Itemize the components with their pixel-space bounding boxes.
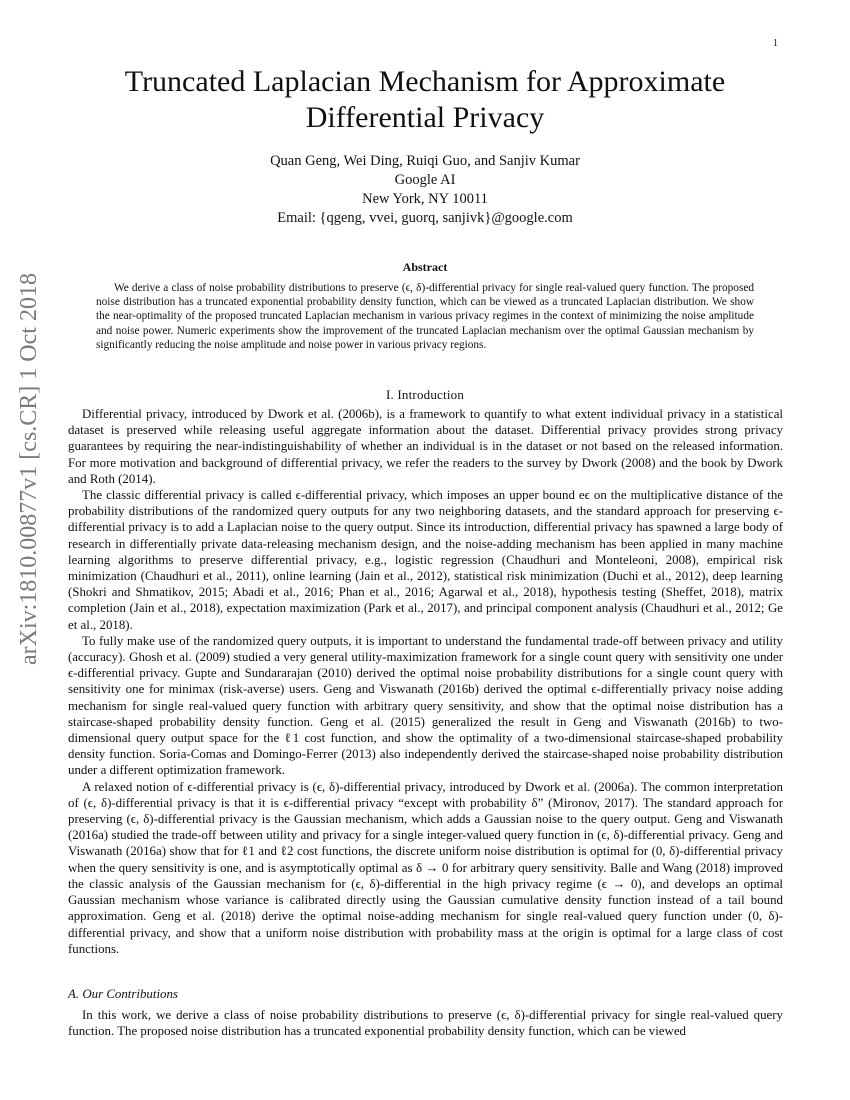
contributions-body: [68, 1007, 783, 1039]
paragraph: Differential privacy, introduced by Dwork et al. (2006b), is a framework to quantify to what extent individual privacy in a statistical dataset is preserved while releasing useful aggregate information about the dataset. Differential privacy provides strong privacy guarantees by requiring the near-indistinguishability of whether an individual is in the dataset or not based on the released information. For more motivation and background of differential privacy, we refer the readers to the survey by Dwork (2008) and the book by Dwork and Roth (2014).: [68, 407, 783, 486]
affiliation: Google AI: [394, 172, 456, 188]
abstract-text: We derive a class of noise probability distributions to preserve (ϵ, δ)-differential privacy for single real-valued query function. The proposed noise distribution has a truncated exponential probability density function, which can be viewed as a truncated Laplacian distribution. We show the near-optimality of the proposed truncated Laplacian mechanism in various privacy regimes in the context of minimizing the noise amplitude and noise power. Numeric experiments show the improvement of the truncated Laplacian mechanism over the optimal Gaussian mechanism by significantly reducing the noise amplitude and noise power in various privacy regions.: [96, 282, 754, 351]
author-block: [60, 152, 790, 228]
title-line-2: Differential Privacy: [305, 101, 545, 134]
abstract-heading: Abstract: [402, 260, 448, 274]
introduction-body: [68, 406, 783, 957]
author-names: Quan Geng, Wei Ding, Ruiqi Guo, and Sanjiv Kumar: [270, 153, 580, 169]
paragraph: In this work, we derive a class of noise probability distributions to preserve (ϵ, δ)-differential privacy for single real-valued query function. The proposed noise distribution has a truncated exponential probability density function, which can be viewed: [68, 1008, 783, 1039]
arxiv-stamp-text: arXiv:1810.00877v1 [cs.CR] 1 Oct 2018: [16, 273, 42, 665]
title-line-1: Truncated Laplacian Mechanism for Approximate: [124, 65, 726, 98]
paper-title: [60, 64, 790, 136]
subsection-heading: A. Our Contributions: [68, 987, 178, 1001]
location: New York, NY 10011: [362, 191, 488, 207]
section-heading: I. Introduction: [385, 387, 465, 402]
paragraph: A relaxed notion of ϵ-differential privacy is (ϵ, δ)-differential privacy, introduced by Dwork et al. (2006a). The common interpretation of (ϵ, δ)-differential privacy is that it is ϵ-differential privacy “except with probability δ” (Mironov, 2017). The standard approach for preserving (ϵ, δ)-differential privacy is the Gaussian mechanism, which adds a Gaussian noise to the query output. Geng and Viswanath (2016a) studied the trade-off between utility and privacy for a single integer-valued query function in (ϵ, δ)-differential privacy. Geng and Viswanath (2016a) show that for ℓ1 and ℓ2 cost functions, the discrete uniform noise distribution is optimal for (0, δ)-differential privacy when the query sensitivity is one, and is asymptotically optimal as δ → 0 for arbitrary query sensitivity. Balle and Wang (2018) improved the classic analysis of the Gaussian mechanism for (ϵ, δ)-differential in the high privacy regime (ϵ → 0), and develops an optimal Gaussian mechanism whose variance is calibrated directly using the Gaussian cumulative density function instead of a tail bound approximation. Geng et al. (2018) derive the optimal noise-adding mechanism for single real-valued query function under (0, δ)-differential privacy, and show that a uniform noise distribution with probability mass at the origin is optimal for a large class of cost functions.: [68, 779, 783, 956]
paragraph: To fully make use of the randomized query outputs, it is important to understand the fundamental trade-off between privacy and utility (accuracy). Ghosh et al. (2009) studied a very general utility-maximization framework for a single count query with sensitivity one under ϵ-differential privacy. Gupte and Sundararajan (2010) derived the optimal noise probability distributions for a single count query with sensitivity one for minimax (risk-averse) users. Geng and Viswanath (2016b) derived the optimal ϵ-differentially privacy noise adding mechanism for single real-valued query function with arbitrary query sensitivity, and show that the optimal noise distribution has a staircase-shaped probability density function. Geng et al. (2015) generalized the result in Geng and Viswanath (2016b) to two-dimensional query output space for the ℓ1 cost function, and show the optimality of a two-dimensional staircase-shaped probability density function. Soria-Comas and Domingo-Ferrer (2013) also independently derived the staircase-shaped noise probability distribution under a different optimization framework.: [68, 633, 783, 778]
page-number: 1: [773, 38, 778, 49]
email: Email: {qgeng, vvei, guorq, sanjivk}@google.com: [277, 210, 573, 226]
paragraph: The classic differential privacy is called ϵ-differential privacy, which imposes an upper bound eϵ on the multiplicative distance of the probability distributions of the randomized query outputs for any two neighboring datasets, and the standard approach for preserving ϵ-differential privacy is to add a Laplacian noise to the query output. Since its introduction, differential privacy has spawned a large body of research in differentially private data-releasing mechanism design, and the noise-adding mechanism has been applied in many machine learning algorithms to preserve differential privacy, e.g., logistic regression (Chaudhuri and Monteleoni, 2008), empirical risk minimization (Chaudhuri et al., 2011), online learning (Jain et al., 2012), statistical risk minimization (Duchi et al., 2012), deep learning (Shokri and Shmatikov, 2015; Abadi et al., 2016; Phan et al., 2016; Agarwal et al., 2018), hypothesis testing (Sheffet, 2018), matrix completion (Jain et al., 2018), expectation maximization (Park et al., 2017), and principal component analysis (Chaudhuri et al., 2012; Ge et al., 2018).: [68, 488, 783, 632]
